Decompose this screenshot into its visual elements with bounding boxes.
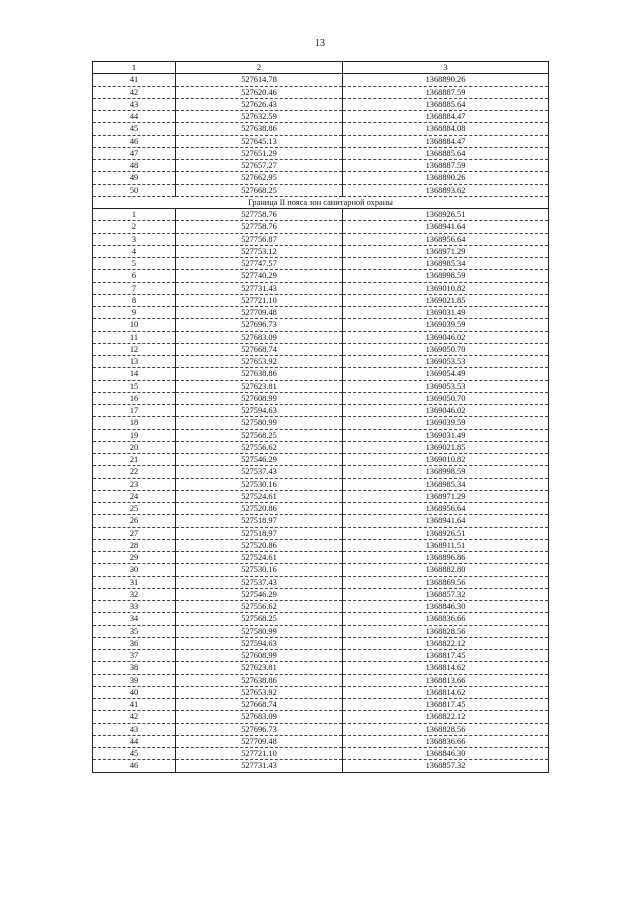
cell-point-number: 5 [93, 258, 176, 270]
cell-point-number: 17 [93, 405, 176, 417]
cell-point-number: 6 [93, 270, 176, 282]
cell-y: 1369046.02 [343, 331, 549, 343]
table-row [93, 588, 549, 600]
cell-point-number: 33 [93, 601, 176, 613]
cell-y: 1368885.64 [343, 147, 549, 159]
cell-y: 1368884.47 [343, 111, 549, 123]
table-row [93, 539, 549, 551]
cell-x: 527524.61 [176, 552, 343, 564]
table-row [93, 86, 549, 98]
cell-point-number: 37 [93, 650, 176, 662]
cell-x: 527520.86 [176, 539, 343, 551]
cell-point-number: 15 [93, 380, 176, 392]
cell-y: 1369031.49 [343, 307, 549, 319]
cell-y: 1368884.08 [343, 123, 549, 135]
cell-y: 1368884.47 [343, 135, 549, 147]
cell-point-number: 24 [93, 490, 176, 502]
cell-y: 1369031.49 [343, 429, 549, 441]
table-row [93, 392, 549, 404]
table-row [93, 711, 549, 723]
cell-point-number: 41 [93, 74, 176, 86]
cell-x: 527753.12 [176, 245, 343, 257]
table-row [93, 172, 549, 184]
table-header [93, 62, 549, 74]
cell-y: 1368814.62 [343, 662, 549, 674]
header-cell-x: 2 [176, 62, 343, 74]
cell-y: 1368817.45 [343, 699, 549, 711]
cell-point-number: 11 [93, 331, 176, 343]
cell-x: 527546.29 [176, 454, 343, 466]
cell-x: 527620.46 [176, 86, 343, 98]
table-body-part2 [93, 209, 549, 773]
cell-y: 1368885.64 [343, 98, 549, 110]
cell-y: 1368985.34 [343, 258, 549, 270]
table-row [93, 490, 549, 502]
cell-y: 1368828.56 [343, 625, 549, 637]
cell-x: 527614.78 [176, 74, 343, 86]
table-row [93, 258, 549, 270]
cell-x: 527721.10 [176, 748, 343, 760]
cell-y: 1368941.64 [343, 221, 549, 233]
table-row [93, 368, 549, 380]
table-row [93, 111, 549, 123]
table-row [93, 135, 549, 147]
cell-x: 527518.97 [176, 527, 343, 539]
cell-point-number: 8 [93, 294, 176, 306]
cell-x: 527568.25 [176, 429, 343, 441]
cell-x: 527731.43 [176, 760, 343, 772]
cell-y: 1368857.32 [343, 760, 549, 772]
cell-x: 527626.43 [176, 98, 343, 110]
cell-point-number: 30 [93, 564, 176, 576]
cell-x: 527632.59 [176, 111, 343, 123]
table-row [93, 405, 549, 417]
cell-y: 1368956.64 [343, 233, 549, 245]
table-row [93, 282, 549, 294]
cell-point-number: 7 [93, 282, 176, 294]
cell-x: 527623.81 [176, 662, 343, 674]
table-row [93, 601, 549, 613]
cell-x: 527580.99 [176, 625, 343, 637]
table-row [93, 454, 549, 466]
cell-point-number: 10 [93, 319, 176, 331]
cell-point-number: 23 [93, 478, 176, 490]
table-row [93, 625, 549, 637]
cell-x: 527638.86 [176, 123, 343, 135]
cell-y: 1368926.51 [343, 527, 549, 539]
cell-x: 527608.99 [176, 392, 343, 404]
cell-x: 527520.86 [176, 503, 343, 515]
table-row [93, 307, 549, 319]
cell-y: 1368911.51 [343, 539, 549, 551]
cell-x: 527653.92 [176, 356, 343, 368]
section-title: Граница II пояса зон санитарной охраны [93, 196, 549, 208]
cell-x: 527683.09 [176, 711, 343, 723]
table-row [93, 699, 549, 711]
cell-point-number: 1 [93, 209, 176, 221]
cell-point-number: 21 [93, 454, 176, 466]
table-row [93, 478, 549, 490]
cell-y: 1369050.70 [343, 343, 549, 355]
cell-point-number: 49 [93, 172, 176, 184]
cell-x: 527608.99 [176, 650, 343, 662]
section-header [93, 196, 549, 208]
header-cell-y: 3 [343, 62, 549, 74]
header-cell-point-number: 1 [93, 62, 176, 74]
cell-x: 527546.29 [176, 588, 343, 600]
table-row [93, 221, 549, 233]
cell-y: 1369021.85 [343, 294, 549, 306]
cell-point-number: 16 [93, 392, 176, 404]
cell-point-number: 46 [93, 760, 176, 772]
table-row [93, 147, 549, 159]
cell-x: 527696.73 [176, 723, 343, 735]
table-row [93, 503, 549, 515]
coordinates-table [92, 61, 549, 773]
cell-point-number: 43 [93, 98, 176, 110]
table-row [93, 466, 549, 478]
table-row [93, 209, 549, 221]
cell-y: 1369021.85 [343, 441, 549, 453]
cell-x: 527657.27 [176, 160, 343, 172]
header-row [93, 62, 549, 74]
cell-x: 527518.97 [176, 515, 343, 527]
cell-point-number: 13 [93, 356, 176, 368]
table-row [93, 552, 549, 564]
cell-point-number: 40 [93, 686, 176, 698]
cell-x: 527653.92 [176, 686, 343, 698]
cell-y: 1368822.12 [343, 711, 549, 723]
cell-x: 527651.29 [176, 147, 343, 159]
table-row [93, 650, 549, 662]
cell-point-number: 2 [93, 221, 176, 233]
cell-point-number: 38 [93, 662, 176, 674]
cell-point-number: 47 [93, 147, 176, 159]
cell-y: 1369046.02 [343, 405, 549, 417]
cell-y: 1369053.53 [343, 380, 549, 392]
cell-y: 1369039.59 [343, 319, 549, 331]
table-body-part1 [93, 74, 549, 197]
cell-point-number: 46 [93, 135, 176, 147]
cell-y: 1368893.62 [343, 184, 549, 196]
cell-y: 1368836.66 [343, 613, 549, 625]
cell-x: 527683.09 [176, 331, 343, 343]
cell-y: 1368882.80 [343, 564, 549, 576]
cell-point-number: 41 [93, 699, 176, 711]
cell-point-number: 31 [93, 576, 176, 588]
table-row [93, 123, 549, 135]
cell-point-number: 36 [93, 637, 176, 649]
cell-x: 527594.63 [176, 637, 343, 649]
cell-y: 1368941.64 [343, 515, 549, 527]
table-row [93, 233, 549, 245]
cell-point-number: 19 [93, 429, 176, 441]
cell-point-number: 25 [93, 503, 176, 515]
cell-y: 1368971.29 [343, 245, 549, 257]
cell-y: 1368998.59 [343, 466, 549, 478]
cell-x: 527556.62 [176, 441, 343, 453]
cell-point-number: 45 [93, 123, 176, 135]
table-row [93, 441, 549, 453]
table-row [93, 515, 549, 527]
table-row [93, 245, 549, 257]
table-row [93, 417, 549, 429]
table-row [93, 674, 549, 686]
cell-y: 1368896.86 [343, 552, 549, 564]
cell-x: 527756.87 [176, 233, 343, 245]
table-row [93, 356, 549, 368]
cell-x: 527758.76 [176, 209, 343, 221]
cell-x: 527530.16 [176, 478, 343, 490]
table-row [93, 160, 549, 172]
cell-x: 527638.86 [176, 674, 343, 686]
cell-y: 1368869.56 [343, 576, 549, 588]
cell-point-number: 44 [93, 111, 176, 123]
table-row [93, 637, 549, 649]
cell-y: 1368817.45 [343, 650, 549, 662]
cell-x: 527668.25 [176, 184, 343, 196]
cell-point-number: 42 [93, 86, 176, 98]
cell-point-number: 28 [93, 539, 176, 551]
table-row [93, 748, 549, 760]
cell-y: 1368890.26 [343, 172, 549, 184]
cell-y: 1369054.49 [343, 368, 549, 380]
cell-y: 1368890.26 [343, 74, 549, 86]
table-row [93, 429, 549, 441]
cell-x: 527594.63 [176, 405, 343, 417]
cell-point-number: 9 [93, 307, 176, 319]
cell-x: 527645.13 [176, 135, 343, 147]
cell-x: 527731.43 [176, 282, 343, 294]
cell-point-number: 35 [93, 625, 176, 637]
cell-x: 527580.99 [176, 417, 343, 429]
cell-x: 527696.73 [176, 319, 343, 331]
cell-point-number: 50 [93, 184, 176, 196]
cell-point-number: 42 [93, 711, 176, 723]
cell-point-number: 43 [93, 723, 176, 735]
cell-y: 1368828.56 [343, 723, 549, 735]
cell-x: 527556.62 [176, 601, 343, 613]
cell-y: 1369010.82 [343, 454, 549, 466]
cell-point-number: 44 [93, 735, 176, 747]
cell-point-number: 29 [93, 552, 176, 564]
table-row [93, 686, 549, 698]
cell-point-number: 26 [93, 515, 176, 527]
table-row [93, 184, 549, 196]
cell-y: 1369053.53 [343, 356, 549, 368]
table-row [93, 527, 549, 539]
cell-y: 1368846.30 [343, 601, 549, 613]
cell-point-number: 32 [93, 588, 176, 600]
cell-y: 1368822.12 [343, 637, 549, 649]
cell-y: 1368998.59 [343, 270, 549, 282]
cell-point-number: 20 [93, 441, 176, 453]
table-row [93, 564, 549, 576]
cell-y: 1368926.51 [343, 209, 549, 221]
cell-y: 1369039.59 [343, 417, 549, 429]
cell-y: 1368813.66 [343, 674, 549, 686]
page-number: 13 [315, 38, 325, 49]
cell-point-number: 12 [93, 343, 176, 355]
cell-y: 1368887.59 [343, 160, 549, 172]
cell-y: 1368846.30 [343, 748, 549, 760]
table-row [93, 74, 549, 86]
table-row [93, 331, 549, 343]
cell-x: 527709.48 [176, 735, 343, 747]
cell-y: 1368956.64 [343, 503, 549, 515]
table-row [93, 576, 549, 588]
cell-point-number: 3 [93, 233, 176, 245]
cell-x: 527623.81 [176, 380, 343, 392]
table-row [93, 98, 549, 110]
table-row [93, 723, 549, 735]
table-row [93, 662, 549, 674]
cell-point-number: 27 [93, 527, 176, 539]
cell-point-number: 45 [93, 748, 176, 760]
cell-y: 1368887.59 [343, 86, 549, 98]
table-row [93, 319, 549, 331]
cell-y: 1369010.82 [343, 282, 549, 294]
cell-x: 527568.25 [176, 613, 343, 625]
cell-y: 1368814.62 [343, 686, 549, 698]
cell-x: 527747.57 [176, 258, 343, 270]
table-row [93, 343, 549, 355]
cell-point-number: 18 [93, 417, 176, 429]
cell-point-number: 22 [93, 466, 176, 478]
table-row [93, 380, 549, 392]
table-row [93, 613, 549, 625]
cell-point-number: 48 [93, 160, 176, 172]
cell-x: 527668.74 [176, 699, 343, 711]
cell-x: 527709.48 [176, 307, 343, 319]
cell-x: 527662.95 [176, 172, 343, 184]
table-row [93, 294, 549, 306]
cell-x: 527530.16 [176, 564, 343, 576]
cell-x: 527668.74 [176, 343, 343, 355]
table-row [93, 270, 549, 282]
cell-y: 1369050.70 [343, 392, 549, 404]
section-row [93, 196, 549, 208]
cell-point-number: 39 [93, 674, 176, 686]
cell-x: 527537.43 [176, 576, 343, 588]
cell-x: 527638.86 [176, 368, 343, 380]
cell-x: 527721.10 [176, 294, 343, 306]
table-row [93, 735, 549, 747]
cell-y: 1368836.66 [343, 735, 549, 747]
cell-y: 1368985.34 [343, 478, 549, 490]
cell-x: 527537.43 [176, 466, 343, 478]
cell-y: 1368971.29 [343, 490, 549, 502]
cell-point-number: 4 [93, 245, 176, 257]
cell-y: 1368857.32 [343, 588, 549, 600]
cell-point-number: 34 [93, 613, 176, 625]
cell-x: 527524.61 [176, 490, 343, 502]
cell-point-number: 14 [93, 368, 176, 380]
table-row [93, 760, 549, 772]
cell-x: 527758.76 [176, 221, 343, 233]
cell-x: 527740.29 [176, 270, 343, 282]
